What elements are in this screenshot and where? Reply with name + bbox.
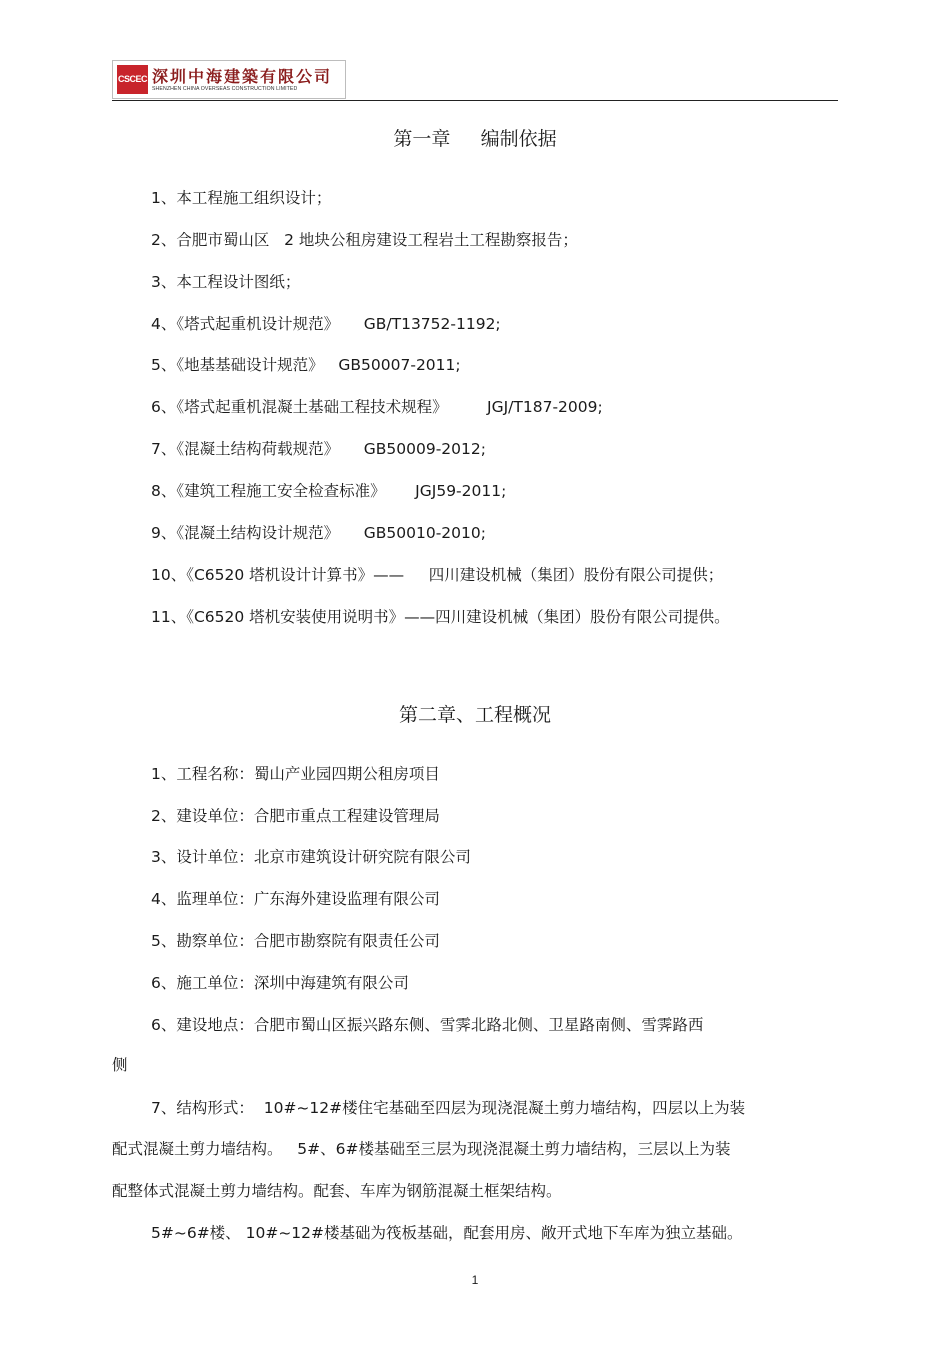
page-header xyxy=(112,60,838,101)
list-item: 5、《地基基础设计规范》 GB50007-2011; xyxy=(151,356,461,374)
list-item: 2、合肥市蜀山区 2 地块公租房建设工程岩土工程勘察报告； xyxy=(151,231,578,249)
page-number: 1 xyxy=(471,1273,479,1287)
list-item: 1、工程名称：蜀山产业园四期公租房项目 xyxy=(151,765,440,783)
list-item: 10、《C6520 塔机设计计算书》—— 四川建设机械（集团）股份有限公司提供； xyxy=(151,566,724,584)
list-item: 3、设计单位：北京市建筑设计研究院有限公司 xyxy=(151,848,471,866)
list-item-continuation: 配整体式混凝土剪力墙结构。配套、车库为钢筋混凝土框架结构。 xyxy=(112,1182,562,1200)
list-item: 5、勘察单位：合肥市勘察院有限责任公司 xyxy=(151,932,440,950)
list-item-continuation: 侧 xyxy=(112,1056,128,1074)
list-item: 6、建设地点：合肥市蜀山区振兴路东侧、雪霁北路北侧、卫星路南侧、雪霁路西 xyxy=(151,1016,704,1034)
list-item: 7、《混凝土结构荷载规范》 GB50009-2012; xyxy=(151,440,486,458)
list-item: 11、《C6520 塔机安装使用说明书》——四川建设机械（集团）股份有限公司提供。 xyxy=(151,608,730,626)
list-item: 5#~6#楼、 10#~12#楼基础为筏板基础，配套用房、敞开式地下车库为独立基础。 xyxy=(151,1224,743,1242)
list-item: 2、建设单位：合肥市重点工程建设管理局 xyxy=(151,807,440,825)
company-name-cn: 深圳中海建築有限公司 xyxy=(152,67,333,86)
company-logo xyxy=(112,60,346,99)
list-item: 3、本工程设计图纸； xyxy=(151,273,301,291)
list-item: 7、结构形式： 10#~12#楼住宅基础至四层为现浇混凝土剪力墙结构，四层以上为装 xyxy=(151,1099,746,1117)
company-name-en: SHENZHEN CHINA OVERSEAS CONSTRUCTION LIMITED xyxy=(152,86,298,92)
list-item: 9、《混凝土结构设计规范》 GB50010-2010; xyxy=(151,524,486,542)
chapter2-title: 第二章、工程概况 xyxy=(398,704,551,726)
list-item: 6、施工单位：深圳中海建筑有限公司 xyxy=(151,974,409,992)
chapter1-title: 第一章 编制依据 xyxy=(393,128,557,150)
cscec-logo-mark: CSCEC xyxy=(117,65,148,94)
list-item: 6、《塔式起重机混凝土基础工程技术规程》 JGJ/T187-2009; xyxy=(151,398,603,416)
list-item: 4、监理单位：广东海外建设监理有限公司 xyxy=(151,890,440,908)
list-item: 1、本工程施工组织设计； xyxy=(151,189,332,207)
list-item: 4、《塔式起重机设计规范》 GB/T13752-1192; xyxy=(151,315,501,333)
list-item: 8、《建筑工程施工安全检查标准》 JGJ59-2011; xyxy=(151,482,507,500)
list-item-continuation: 配式混凝土剪力墙结构。 5#、6#楼基础至三层为现浇混凝土剪力墙结构，三层以上为装 xyxy=(112,1140,731,1158)
